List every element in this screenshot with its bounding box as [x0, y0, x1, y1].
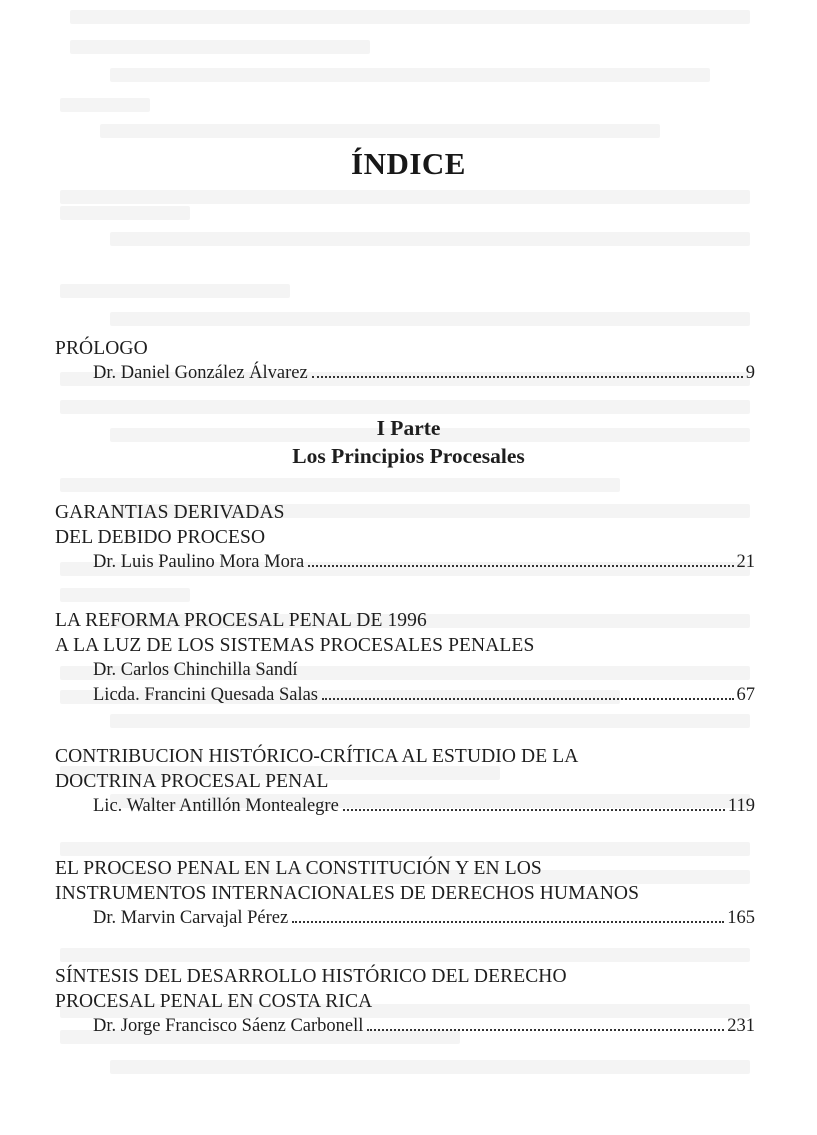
entry-heading-line: GARANTIAS DERIVADAS	[55, 502, 285, 523]
entry-heading-line: LA REFORMA PROCESAL PENAL DE 1996	[55, 610, 427, 631]
entry-author: Dr. Luis Paulino Mora Mora	[93, 552, 305, 572]
entry-heading-line: SÍNTESIS DEL DESARROLLO HISTÓRICO DEL DERECHO	[55, 966, 567, 987]
entry-heading-line: PROCESAL PENAL EN COSTA RICA	[55, 991, 373, 1012]
toc-entry	[55, 856, 755, 931]
entry-page-number: 231	[727, 1016, 755, 1036]
entry-author-row	[55, 683, 755, 708]
entry-page-number: 119	[727, 796, 755, 816]
entry-author: Lic. Walter Antillón Montealegre	[93, 796, 339, 816]
entry-heading-line: DOCTRINA PROCESAL PENAL	[55, 771, 329, 792]
entry-page-number: 21	[736, 552, 755, 572]
toc-entry	[55, 744, 755, 819]
entry-author-row	[55, 1014, 755, 1039]
entry-author-row	[55, 906, 755, 931]
entry-author: Dr. Jorge Francisco Sáenz Carbonell	[93, 1016, 364, 1036]
toc-entry	[55, 964, 755, 1039]
entry-page-number: 165	[727, 908, 755, 928]
dot-leader	[312, 376, 743, 378]
dot-leader	[292, 921, 724, 923]
dot-leader	[308, 565, 733, 567]
prologue-heading: PRÓLOGO	[55, 338, 148, 359]
part-name: Los Principios Procesales	[292, 444, 525, 468]
prologue-author-row	[55, 361, 755, 386]
entry-heading-line: DEL DEBIDO PROCESO	[55, 527, 266, 548]
entry-author: Dr. Carlos Chinchilla Sandí	[93, 660, 298, 680]
toc-entry	[55, 608, 755, 708]
page-title: ÍNDICE	[351, 146, 466, 181]
part-number: I Parte	[376, 416, 441, 440]
prologue-section	[55, 336, 755, 386]
entry-author-row	[55, 794, 755, 819]
entry-author: Licda. Francini Quesada Salas	[93, 685, 319, 705]
entry-heading-line: A LA LUZ DE LOS SISTEMAS PROCESALES PENALES	[55, 635, 535, 656]
dot-leader	[343, 809, 725, 811]
entry-heading-line: EL PROCESO PENAL EN LA CONSTITUCIÓN Y EN LOS	[55, 858, 542, 879]
entry-heading-line: CONTRIBUCION HISTÓRICO-CRÍTICA AL ESTUDIO DE LA	[55, 746, 579, 767]
toc-entry	[55, 500, 755, 575]
entry-heading-line: INSTRUMENTOS INTERNACIONALES DE DERECHOS HUMANOS	[55, 883, 640, 904]
dot-leader	[367, 1029, 724, 1031]
dot-leader	[322, 698, 733, 700]
prologue-author: Dr. Daniel González Álvarez	[93, 363, 308, 383]
entry-author: Dr. Marvin Carvajal Pérez	[93, 908, 289, 928]
entry-page-number: 67	[736, 685, 755, 705]
entry-author-row	[55, 550, 755, 575]
prologue-page-number: 9	[745, 363, 755, 383]
